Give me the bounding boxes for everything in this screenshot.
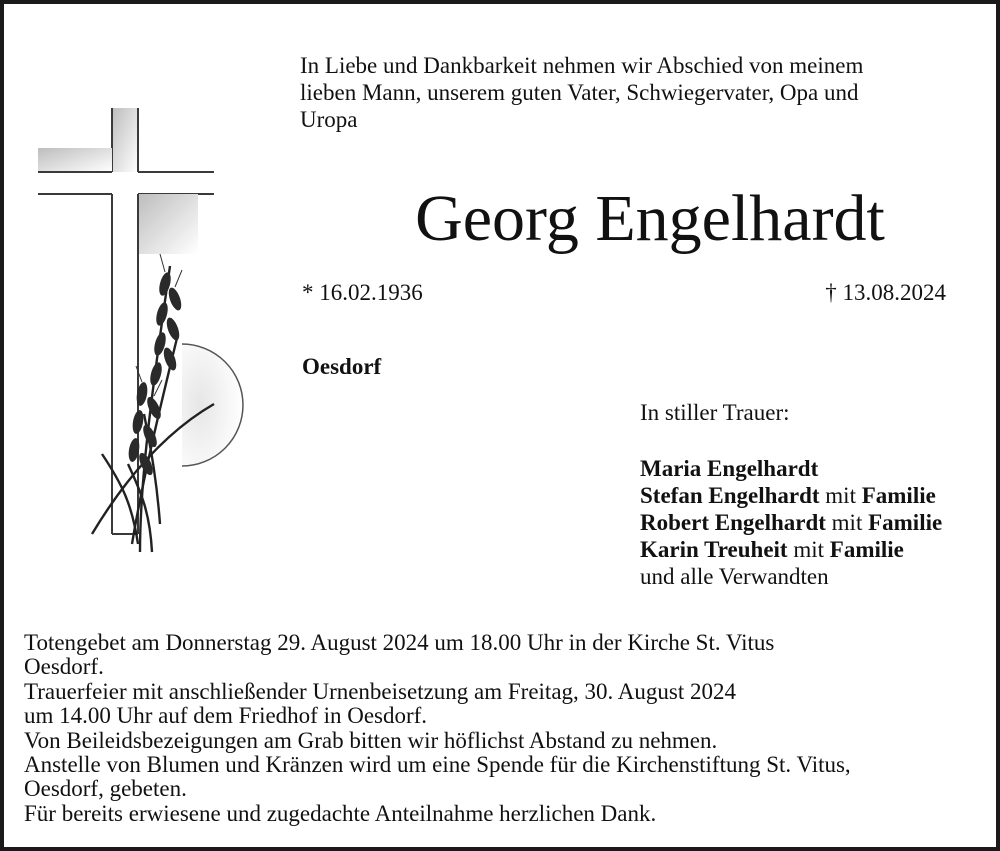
footer-line: Trauerfeier mit anschließender Urnenbeisetzung am Freitag, 30. August 2024 <box>24 678 736 704</box>
footer-line: Für bereits erwiesene und zugedachte Anteilnahme herzlichen Dank. <box>24 800 657 826</box>
cross-with-wheat-icon <box>32 104 252 564</box>
mourner-entry <box>640 482 942 509</box>
birth-date: * 16.02.1936 <box>302 280 423 305</box>
mourner-name: Maria Engelhardt <box>640 456 819 481</box>
place-name: Oesdorf <box>302 354 382 379</box>
mourner-entry <box>640 536 942 563</box>
footer-line: Oesdorf, gebeten. <box>24 776 187 802</box>
mourner-family: Familie <box>861 483 936 508</box>
service-details <box>24 631 984 826</box>
intro-text <box>300 52 970 133</box>
mourner-connector: mit <box>787 537 830 562</box>
mourner-entry <box>640 455 942 482</box>
relatives-line: und alle Verwandten <box>640 564 829 589</box>
death-date: † 13.08.2024 <box>825 280 946 305</box>
deceased-name: Georg Engelhardt <box>415 182 885 255</box>
mourner-connector: mit <box>819 483 862 508</box>
intro-line: Uropa <box>300 107 358 132</box>
intro-line: In Liebe und Dankbarkeit nehmen wir Abschied von meinem <box>300 53 864 78</box>
mourner-connector: mit <box>825 510 869 535</box>
mourner-name: Robert Engelhardt <box>640 510 826 535</box>
mourner-entry <box>640 509 942 536</box>
mourner-name: Stefan Engelhardt <box>640 483 820 508</box>
footer-line: um 14.00 Uhr auf dem Friedhof in Oesdorf. <box>24 703 428 729</box>
mourning-heading: In stiller Trauer: <box>640 400 790 425</box>
footer-line: Von Beileidsbezeigungen am Grab bitten wir höflichst Abstand zu nehmen. <box>24 727 718 753</box>
footer-line: Oesdorf. <box>24 654 104 680</box>
mourner-family: Familie <box>829 537 904 562</box>
mourners-list <box>640 455 942 590</box>
intro-line: lieben Mann, unserem guten Vater, Schwiegervater, Opa und <box>300 80 859 105</box>
footer-line: Totengebet am Donnerstag 29. August 2024 um 18.00 Uhr in der Kirche St. Vitus <box>24 630 775 655</box>
mourner-family: Familie <box>868 510 943 535</box>
footer-line: Anstelle von Blumen und Kränzen wird um eine Spende für die Kirchenstiftung St. Vitus, <box>24 752 851 778</box>
mourner-name: Karin Treuheit <box>640 537 788 562</box>
